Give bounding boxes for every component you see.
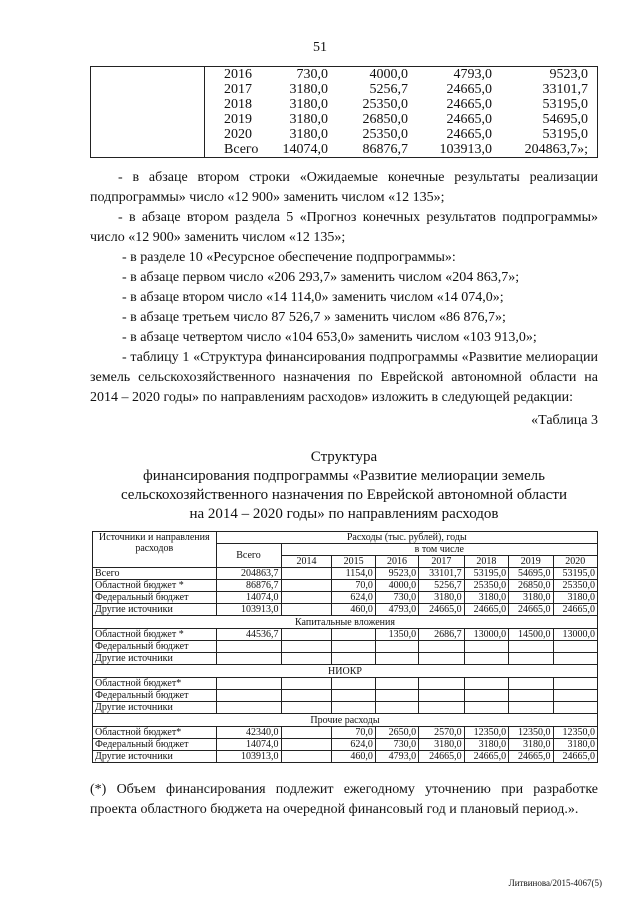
row-label: Другие источники	[93, 653, 217, 665]
row-label: Областной бюджет*	[93, 678, 217, 690]
table-row	[93, 653, 598, 665]
table-cell: 44536,7	[216, 629, 281, 641]
table-cell: 24665,0	[464, 751, 508, 763]
table-cell	[332, 653, 375, 665]
table-cell: 13000,0	[553, 629, 598, 641]
table-cell	[281, 678, 332, 690]
table-cell	[419, 678, 465, 690]
table-cell	[553, 678, 598, 690]
table-cell: 12350,0	[553, 727, 598, 739]
table-row	[93, 751, 598, 763]
table-cell: 1350,0	[375, 629, 418, 641]
table-cell	[281, 592, 332, 604]
table-cell: 14074,0	[216, 739, 281, 751]
table-cell: 3180,0	[553, 739, 598, 751]
row-label: Другие источники	[93, 751, 217, 763]
paragraph: - в абзаце четвертом число «104 653,0» заменить числом «103 913,0»;	[122, 330, 537, 345]
table-cell	[332, 641, 375, 653]
table-cell: 3180,0	[419, 592, 465, 604]
table-cell: 13000,0	[464, 629, 508, 641]
table-cell	[375, 702, 418, 714]
top-table-cell: Всего	[224, 142, 259, 157]
table-row	[93, 678, 598, 690]
table-cell: 9523,0	[375, 568, 418, 580]
table-cell	[332, 702, 375, 714]
table-cell	[281, 690, 332, 702]
top-table-cell: 2020	[224, 127, 252, 142]
top-table-row	[210, 97, 592, 112]
top-table-row	[210, 112, 592, 127]
table-cell	[553, 702, 598, 714]
section-capital: Капитальные вложения	[93, 616, 598, 629]
table-row	[93, 690, 598, 702]
table-cell: 24665,0	[553, 604, 598, 616]
table-cell: 624,0	[332, 739, 375, 751]
table-row	[93, 604, 598, 616]
table-cell	[464, 653, 508, 665]
header-year: 2020	[553, 556, 598, 568]
title-line: на 2014 – 2020 годы» по направлениям расходов	[189, 506, 499, 522]
header-year: 2018	[464, 556, 508, 568]
table-cell: 4000,0	[375, 580, 418, 592]
table-cell	[553, 690, 598, 702]
table-cell: 86876,7	[216, 580, 281, 592]
table-cell	[281, 604, 332, 616]
top-table-cell: 2017	[224, 82, 252, 97]
top-table-cell: 204863,7»;	[524, 142, 588, 157]
section-niokr: НИОКР	[93, 665, 598, 678]
top-table-row	[210, 142, 592, 157]
header-total: Всего	[216, 544, 281, 568]
table-cell: 24665,0	[419, 604, 465, 616]
table-cell: 3180,0	[464, 592, 508, 604]
page-number: 51	[313, 40, 327, 55]
top-table-cell: 53195,0	[542, 97, 588, 112]
table-cell: 42340,0	[216, 727, 281, 739]
top-table-cell: 730,0	[296, 67, 328, 82]
table-cell	[464, 702, 508, 714]
table-cell: 24665,0	[509, 604, 553, 616]
table-row	[93, 592, 598, 604]
top-table-cell: 3180,0	[289, 112, 328, 127]
table-cell: 3180,0	[464, 739, 508, 751]
table-cell: 24665,0	[509, 751, 553, 763]
top-table-cell: 26850,0	[362, 112, 408, 127]
table-cell: 70,0	[332, 580, 375, 592]
table-cell: 14074,0	[216, 592, 281, 604]
top-table-cell: 24665,0	[446, 97, 492, 112]
top-table-cell: 53195,0	[542, 127, 588, 142]
table-cell	[419, 653, 465, 665]
table-cell: 2570,0	[419, 727, 465, 739]
row-label: Федеральный бюджет	[93, 690, 217, 702]
top-table-cell: 24665,0	[446, 112, 492, 127]
row-label: Федеральный бюджет	[93, 641, 217, 653]
table-cell	[332, 678, 375, 690]
empty-cell	[91, 67, 205, 158]
title-line: сельскохозяйственного назначения по Еврейской автономной области	[120, 487, 568, 503]
table-row	[93, 739, 598, 751]
table-cell	[375, 690, 418, 702]
top-table-cell: 4000,0	[369, 67, 408, 82]
table-cell	[332, 690, 375, 702]
table-cell	[216, 690, 281, 702]
row-label: Другие источники	[93, 702, 217, 714]
table-cell	[281, 568, 332, 580]
table-cell	[216, 641, 281, 653]
table-row	[93, 641, 598, 653]
top-table-cell: 4793,0	[453, 67, 492, 82]
title-line: Структура	[310, 449, 378, 465]
header-year: 2019	[509, 556, 553, 568]
table-row	[93, 702, 598, 714]
row-label: Федеральный бюджет	[93, 592, 217, 604]
table-cell	[216, 678, 281, 690]
table-cell: 24665,0	[419, 751, 465, 763]
table-cell: 14500,0	[509, 629, 553, 641]
table-cell: 24665,0	[553, 751, 598, 763]
table-row	[93, 727, 598, 739]
years-grid	[205, 67, 598, 158]
row-label: Всего	[93, 568, 217, 580]
financing-table	[92, 531, 598, 763]
table-cell: 25350,0	[553, 580, 598, 592]
top-table-cell: 2019	[224, 112, 252, 127]
table-cell	[332, 629, 375, 641]
top-table-cell: 86876,7	[362, 142, 408, 157]
table-cell	[464, 678, 508, 690]
top-table-cell: 54695,0	[542, 112, 588, 127]
table-cell	[509, 702, 553, 714]
table-cell	[216, 653, 281, 665]
title-line: финансирования подпрограммы «Развитие мелиорации земель	[142, 468, 545, 484]
table-cell	[281, 751, 332, 763]
section-other: Прочие расходы	[93, 714, 598, 727]
top-table-cell: 5256,7	[369, 82, 408, 97]
top-table-cell: 3180,0	[289, 127, 328, 142]
table-cell	[464, 690, 508, 702]
table-cell	[419, 702, 465, 714]
table-cell	[375, 641, 418, 653]
header-year: 2017	[419, 556, 465, 568]
top-table-cell: 14074,0	[282, 142, 328, 157]
table-cell: 12350,0	[464, 727, 508, 739]
table-cell: 3180,0	[509, 592, 553, 604]
table-cell	[509, 678, 553, 690]
top-table-cell: 103913,0	[439, 142, 492, 157]
row-label: Федеральный бюджет	[93, 739, 217, 751]
table-cell	[464, 641, 508, 653]
table-cell	[281, 739, 332, 751]
table-cell	[553, 641, 598, 653]
header-year: 2015	[332, 556, 375, 568]
table-cell: 5256,7	[419, 580, 465, 592]
table-cell: 624,0	[332, 592, 375, 604]
row-label: Другие источники	[93, 604, 217, 616]
table-cell: 1154,0	[332, 568, 375, 580]
table-row	[93, 580, 598, 592]
table-cell	[281, 629, 332, 641]
footnote: (*) Объем финансирования подлежит ежегодному уточнению при разработке проекта областного бюджета на очередной финансовый год и плановый период.».	[90, 782, 598, 817]
table-cell: 3180,0	[419, 739, 465, 751]
table-cell	[281, 580, 332, 592]
table-cell	[281, 727, 332, 739]
top-table-row	[210, 127, 592, 142]
table-cell: 12350,0	[509, 727, 553, 739]
row-label: Областной бюджет *	[93, 580, 217, 592]
table-cell	[216, 702, 281, 714]
header-expenses: Расходы (тыс. рублей), годы	[216, 532, 597, 544]
paragraph: - таблицу 1 «Структура финансирования подпрограммы «Развитие мелиорации земель сельскохозяйственного назначения по Еврейской автономной области на 2014 – 2020 годы» по направлениям расходов» изложить в следующей редакции:	[90, 350, 598, 405]
table-cell	[419, 641, 465, 653]
table-cell	[509, 690, 553, 702]
table-cell: 25350,0	[464, 580, 508, 592]
table-cell: 460,0	[332, 604, 375, 616]
table-cell	[509, 641, 553, 653]
header-incl: в том числе	[281, 544, 597, 556]
row-label: Областной бюджет *	[93, 629, 217, 641]
table-cell	[553, 653, 598, 665]
paragraph: - в абзаце первом число «206 293,7» заменить числом «204 863,7»;	[122, 270, 520, 285]
signature: Литвинова/2015-4067(5)	[508, 878, 602, 888]
top-table-cell: 25350,0	[362, 97, 408, 112]
table-cell: 2650,0	[375, 727, 418, 739]
header-year: 2014	[281, 556, 332, 568]
table-cell: 730,0	[375, 739, 418, 751]
paragraph: - в абзаце втором число «14 114,0» заменить числом «14 074,0»;	[122, 290, 504, 305]
top-table-cell: 2018	[224, 97, 252, 112]
table-cell	[509, 653, 553, 665]
top-table-cell: 9523,0	[549, 67, 588, 82]
top-table-cell: 3180,0	[289, 97, 328, 112]
table-cell: 33101,7	[419, 568, 465, 580]
table-cell: 4793,0	[375, 604, 418, 616]
paragraph: - в разделе 10 «Ресурсное обеспечение подпрограммы»:	[122, 250, 456, 265]
paragraph: - в абзаце втором строки «Ожидаемые конечные результаты реализации подпрограммы» число «12 900» заменить числом «12 135»;	[90, 170, 598, 205]
top-table-cell: 33101,7	[542, 82, 588, 97]
table-row	[93, 568, 598, 580]
top-table-cell: 24665,0	[446, 127, 492, 142]
table-cell: 204863,7	[216, 568, 281, 580]
body-text	[90, 168, 598, 408]
table-row	[93, 629, 598, 641]
table-cell	[281, 641, 332, 653]
top-table-row	[210, 67, 592, 82]
table-cell: 53195,0	[553, 568, 598, 580]
row-label: Областной бюджет*	[93, 727, 217, 739]
table-title	[90, 448, 598, 524]
paragraph: - в абзаце втором раздела 5 «Прогноз конечных результатов подпрограммы» число «12 900» заменить числом «12 135»;	[90, 210, 598, 245]
top-table-cell: 3180,0	[289, 82, 328, 97]
table-cell: 70,0	[332, 727, 375, 739]
header-sources: Источники и направления расходов	[93, 532, 217, 568]
header-year: 2016	[375, 556, 418, 568]
top-table-cell: 25350,0	[362, 127, 408, 142]
table-cell: 460,0	[332, 751, 375, 763]
table-cell	[375, 678, 418, 690]
table-cell: 26850,0	[509, 580, 553, 592]
table-cell: 24665,0	[464, 604, 508, 616]
table-cell: 103913,0	[216, 604, 281, 616]
table-cell	[281, 653, 332, 665]
table-cell	[375, 653, 418, 665]
top-table-cell: 2016	[224, 67, 252, 82]
table-cell: 103913,0	[216, 751, 281, 763]
table-cell: 3180,0	[509, 739, 553, 751]
table-cell: 3180,0	[553, 592, 598, 604]
paragraph: - в абзаце третьем число 87 526,7 » заменить числом «86 876,7»;	[122, 310, 506, 325]
table-cell	[419, 690, 465, 702]
table-cell: 730,0	[375, 592, 418, 604]
top-table-cell: 24665,0	[446, 82, 492, 97]
table-cell: 53195,0	[464, 568, 508, 580]
table-cell: 2686,7	[419, 629, 465, 641]
table-cell: 54695,0	[509, 568, 553, 580]
top-table-row	[210, 82, 592, 97]
top-table	[90, 66, 598, 158]
table-cell: 4793,0	[375, 751, 418, 763]
table-cell	[281, 702, 332, 714]
table-label: «Таблица 3	[531, 413, 598, 428]
